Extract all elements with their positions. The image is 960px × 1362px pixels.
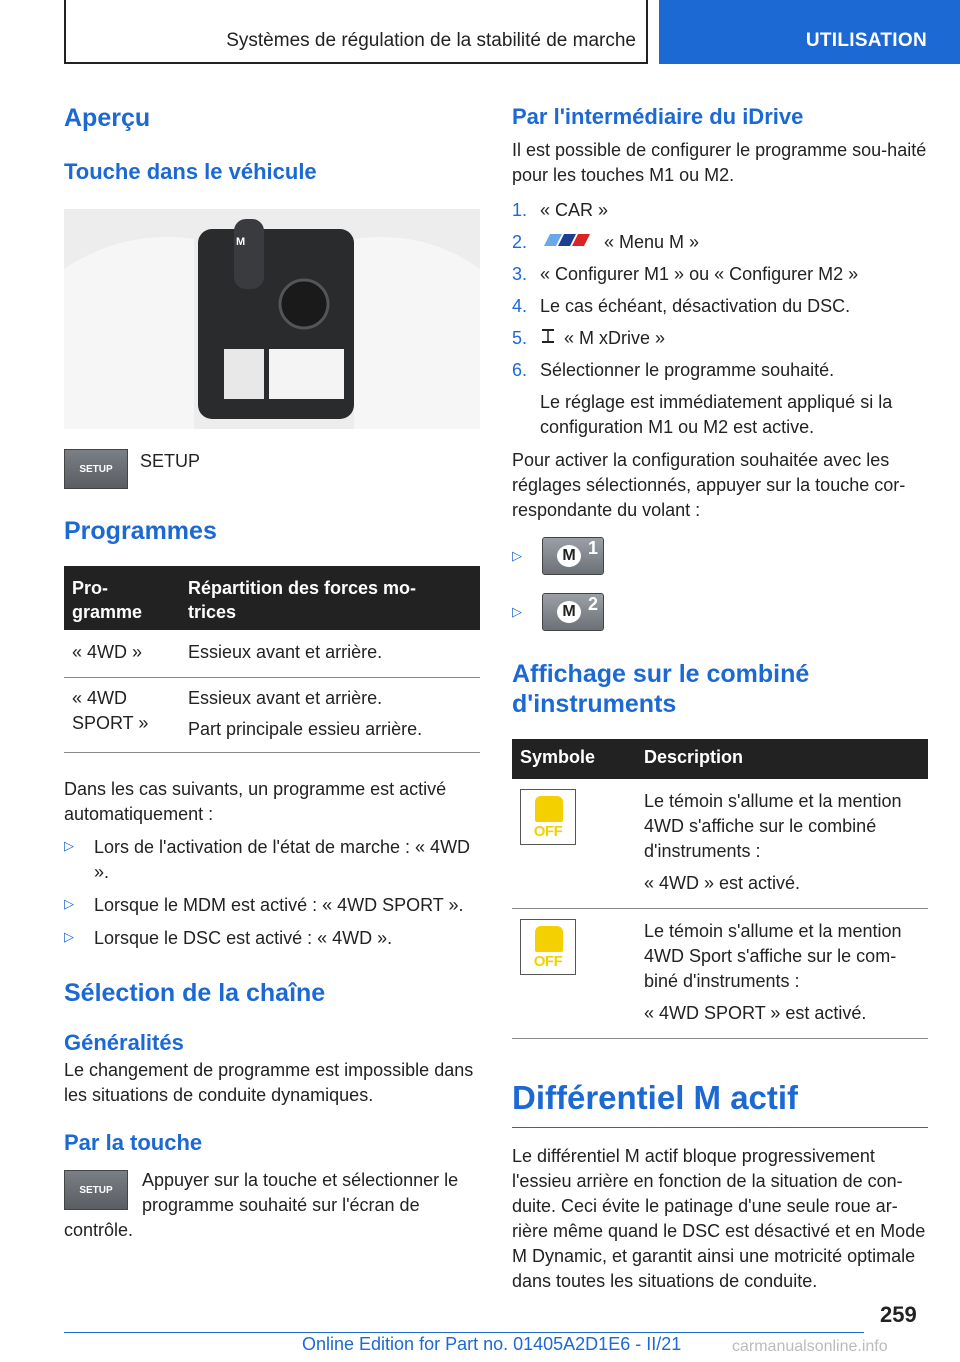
table-header [512, 739, 928, 779]
idrive-intro: Il est possible de configurer le programme sou-haité pour les touches M1 ou M2. [512, 140, 927, 185]
svg-text:M: M [236, 236, 246, 248]
col-repartition: Répartition des forces mo- trices [188, 578, 417, 622]
footer-edition: Online Edition for Part no. 01405A2D1E6 - II/21 [302, 1334, 682, 1354]
center-console-icon [64, 209, 480, 429]
setup-button-icon: SETUP [64, 1170, 128, 1210]
programme-table [64, 566, 480, 753]
bullet-icon: ▷ [512, 548, 522, 563]
list-item: ▷ Lorsque le DSC est activé : « 4WD ». [64, 926, 480, 951]
heading-idrive: Par l'intermédiaire du iDrive [512, 104, 804, 129]
right-column [512, 104, 928, 1294]
list-item: 6. Sélectionner le programme souhaité. Le réglage est immédiatement appliqué si la configuration M1 ou M2 est active. [512, 358, 928, 440]
bullet-icon: ▷ [64, 929, 74, 944]
table-row: OFF Le témoin s'allume et la mention 4WD Sport s'affiche sur le com-biné d'instruments : « 4WD SPORT » est activé. [512, 909, 928, 1039]
page-number: 259 [880, 1302, 917, 1327]
chapter-tab-label: UTILISATION [805, 30, 927, 51]
list-item: 5. « M xDrive » [512, 328, 666, 348]
heading-par-touche: Par la touche [64, 1130, 203, 1155]
left-column [64, 104, 480, 1243]
m-stripes-icon [540, 230, 596, 250]
step-note: Le réglage est immédiatement appliqué si la configuration M1 ou M2 est active. [540, 392, 893, 437]
list-item: ▷ Lorsque le MDM est activé : « 4WD SPORT ». [64, 893, 480, 918]
list-item: 3. « Configurer M1 » ou « Configurer M2 » [512, 264, 859, 284]
table-header [64, 566, 480, 630]
bullet-icon: ▷ [64, 838, 74, 853]
heading-affichage: Affichage sur le combiné d'instruments [512, 660, 810, 718]
auto-list [64, 835, 480, 951]
setup-caption: SETUP [140, 451, 201, 471]
section-title: Systèmes de régulation de la stabilité de marche [226, 30, 636, 51]
list-item: ▷ Lors de l'activation de l'état de marche : « 4WD ». [64, 835, 480, 885]
4wd-sport-off-warning-icon: OFF [520, 919, 576, 975]
console-image [64, 209, 480, 429]
list-item [512, 537, 928, 575]
list-item: 2. « Menu M » [512, 232, 700, 252]
footer-divider [64, 1332, 864, 1333]
col-symbole: Symbole [520, 747, 596, 767]
table-row: « 4WD SPORT » Essieux avant et arrière. Part principale essieu arrière. [64, 678, 480, 753]
watermark: carmanualsonline.info [732, 1338, 888, 1355]
symbol-table [512, 739, 928, 1039]
m1-button-icon: M 1 [542, 537, 604, 575]
generalites-text: Le changement de programme est impossible dans les situations de conduite dynamiques. [64, 1060, 474, 1105]
heading-generalites: Généralités [64, 1030, 184, 1055]
par-touche-block [64, 1168, 480, 1243]
differentiel-text: Le différentiel M actif bloque progressivement l'essieu arrière en fonction de la situation de con-duite. Ceci évite le patinage d'une seule roue ar-rière même quand le DSC est désactivé et en Mode M Dynamic, et garantit ainsi une motricité optimale dans toutes les situations de conduite. [512, 1146, 926, 1291]
drivetrain-icon [540, 326, 556, 346]
bullet-icon: ▷ [64, 896, 74, 911]
col-description: Description [644, 747, 744, 767]
heading-programmes: Programmes [64, 517, 217, 545]
heading-touche: Touche dans le véhicule [64, 159, 317, 184]
list-item: 4. Le cas échéant, désactivation du DSC. [512, 296, 851, 316]
4wd-off-warning-icon: OFF [520, 789, 576, 845]
steps-list [512, 198, 928, 440]
heading-selection: Sélection de la chaîne [64, 979, 326, 1007]
list-item: 1. « CAR » [512, 200, 609, 220]
table-row: OFF Le témoin s'allume et la mention 4WD s'affiche sur le combiné d'instruments : « 4WD » est activé. [512, 779, 928, 909]
setup-button-icon: SETUP [64, 449, 128, 489]
table-row: « 4WD » Essieux avant et arrière. [64, 630, 480, 678]
bullet-icon: ▷ [512, 604, 522, 619]
par-touche-text: Appuyer sur la touche et sélectionner le programme souhaité sur l'écran de contrôle. [64, 1170, 459, 1240]
m2-button-icon: M 2 [542, 593, 604, 631]
activate-text: Pour activer la configuration souhaitée avec les réglages sélectionnés, appuyer sur la touche cor-respondante du volant : [512, 450, 906, 520]
auto-intro: Dans les cas suivants, un programme est activé automatiquement : [64, 779, 447, 824]
chapter-tab[interactable] [659, 0, 960, 64]
list-item [512, 593, 928, 631]
heading-differentiel: Différentiel M actif [512, 1079, 928, 1128]
col-programme: Pro- gramme [72, 578, 143, 622]
heading-apercu: Aperçu [64, 104, 151, 132]
